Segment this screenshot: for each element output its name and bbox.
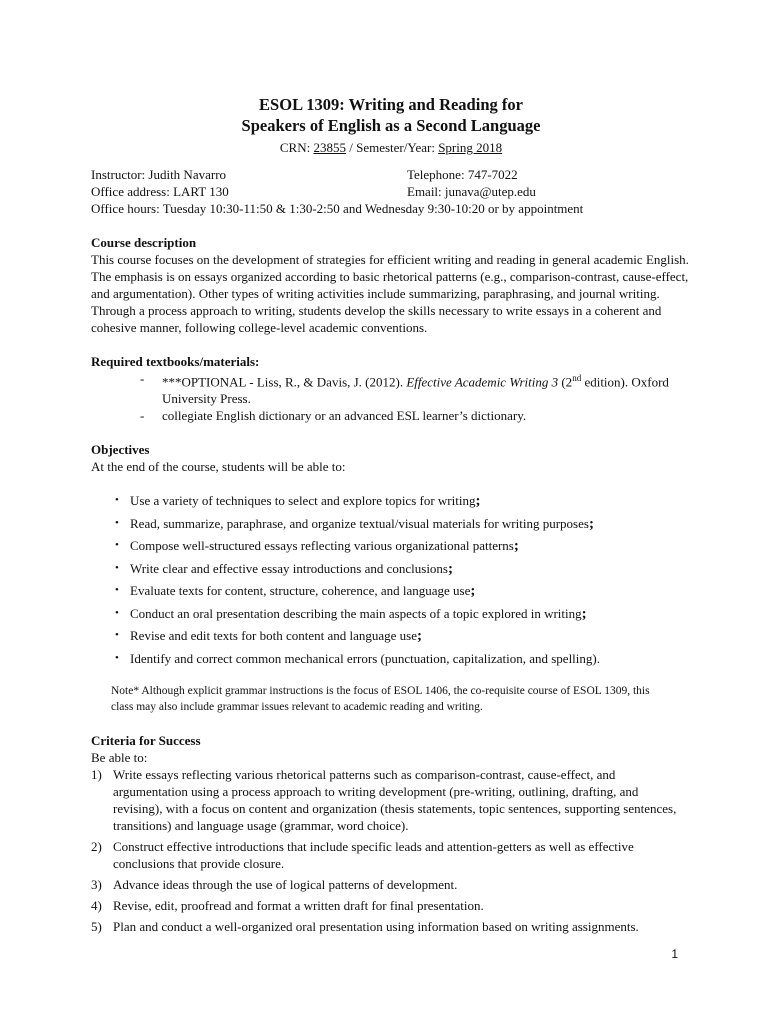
bullet-marker: •	[115, 606, 119, 619]
objective-item	[91, 492, 691, 510]
criteria-number: 4)	[91, 897, 102, 913]
objective-item	[91, 560, 691, 578]
grammar-note: Note* Although explicit grammar instructions is the focus of ESOL 1406, the co-requisite course of ESOL 1309, this class may also include grammar issues relevant to academic reading and writing.	[111, 684, 650, 713]
textbooks-list	[91, 370, 691, 424]
crn-line	[91, 139, 691, 156]
objective-item	[91, 650, 691, 667]
dash-marker: -	[140, 371, 145, 386]
course-title	[91, 94, 691, 136]
bullet-marker: •	[115, 494, 119, 507]
criteria-number: 1)	[91, 766, 102, 782]
criteria-item	[91, 838, 691, 872]
semicolon: ;	[588, 515, 594, 532]
textbook-edition-open: (2	[558, 374, 573, 390]
objectives-intro: At the end of the course, students will be able to:	[91, 459, 346, 475]
criteria-item	[91, 918, 691, 935]
bullet-marker: •	[115, 584, 119, 597]
objectives-heading: Objectives	[91, 442, 150, 458]
objective-text: Read, summarize, paraphrase, and organize textual/visual materials for writing purposes	[130, 515, 589, 531]
course-description-heading: Course description	[91, 235, 197, 250]
objective-item	[91, 627, 691, 645]
objective-text: Conduct an oral presentation describing the main aspects of a topic explored in writing	[130, 605, 582, 621]
page-content	[91, 94, 691, 939]
criteria-item	[91, 766, 691, 834]
textbook-title: Effective Academic Writing 3	[406, 374, 559, 390]
course-title-line-2: Speakers of English as a Second Language	[241, 116, 541, 135]
objective-text: Write clear and effective essay introductions and conclusions	[130, 560, 448, 576]
textbooks-heading: Required textbooks/materials:	[91, 354, 260, 369]
textbook-item-1-suffix: edition). Oxford University Press.	[162, 374, 669, 407]
criteria-item	[91, 876, 691, 893]
course-description-body: This course focuses on the development of strategies for efficient writing and reading in general academic English. The emphasis is on essays organized according to basic rhetorical patterns (e.g., comparison-contrast, cause-effect, and argumentation). Other types of writing activities include summarizing, paraphrasing, and journal writing. Through a process approach to writing, students develop the skills necessary to write essays in a coherent and cohesive manner, following college-level academic conventions.	[91, 252, 689, 335]
criteria-list	[91, 766, 691, 935]
semester-label: / Semester/Year:	[345, 140, 439, 155]
dash-marker: -	[140, 408, 145, 424]
semicolon: ;	[448, 560, 453, 577]
criteria-text: Construct effective introductions that include specific leads and attention-getters as well as effective conclusions that provide closure.	[113, 838, 634, 871]
criteria-intro: Be able to:	[91, 749, 148, 765]
instructor-info	[91, 166, 691, 217]
semicolon: ;	[581, 605, 587, 622]
objective-item	[91, 515, 691, 533]
objective-text: Revise and edit texts for both content and language use	[130, 628, 418, 644]
criteria-number: 2)	[91, 838, 102, 854]
textbook-item	[91, 370, 691, 407]
bullet-marker: •	[115, 516, 119, 529]
semester-value: Spring 2018	[438, 140, 503, 155]
criteria-text: Revise, edit, proofread and format a written draft for final presentation.	[113, 897, 484, 913]
objective-text: Compose well-structured essays reflecting various organizational patterns	[130, 538, 514, 554]
office-address: Office address: LART 130	[91, 184, 229, 199]
textbook-edition-sup: nd	[572, 373, 582, 383]
textbook-item	[91, 407, 691, 424]
objectives-list	[91, 492, 691, 667]
office-hours: Office hours: Tuesday 10:30-11:50 & 1:30-2:50 and Wednesday 9:30-10:20 or by appointment	[91, 201, 584, 216]
bullet-marker: •	[115, 561, 119, 574]
criteria-text: Plan and conduct a well-organized oral presentation using information based on writing assignments.	[113, 918, 639, 934]
bullet-marker: •	[115, 651, 119, 664]
objective-item	[91, 605, 691, 623]
bullet-marker: •	[115, 629, 119, 642]
email: Email: junava@utep.edu	[407, 184, 536, 199]
crn-label: CRN:	[279, 140, 314, 155]
objective-item	[91, 582, 691, 600]
objective-item	[91, 537, 691, 555]
semicolon: ;	[513, 538, 519, 555]
semicolon: ;	[417, 628, 423, 645]
instructor-name: Instructor: Judith Navarro	[91, 167, 227, 182]
objective-text: Identify and correct common mechanical errors (punctuation, capitalization, and spelling).	[130, 650, 600, 666]
page-number: 1	[671, 947, 678, 961]
course-title-line-1: ESOL 1309: Writing and Reading for	[259, 95, 523, 114]
criteria-heading: Criteria for Success	[91, 732, 201, 748]
textbook-item-2: collegiate English dictionary or an advanced ESL learner’s dictionary.	[162, 408, 527, 424]
criteria-item	[91, 897, 691, 914]
bullet-marker: •	[115, 539, 119, 552]
semicolon: ;	[470, 583, 476, 600]
telephone: Telephone: 747-7022	[407, 167, 518, 182]
objective-text: Use a variety of techniques to select and explore topics for writing	[130, 493, 476, 509]
criteria-text: Advance ideas through the use of logical patterns of development.	[113, 876, 458, 892]
crn-value: 23855	[313, 140, 346, 155]
criteria-number: 5)	[91, 918, 102, 934]
criteria-text: Write essays reflecting various rhetorical patterns such as comparison-contrast, cause-effect, and argumentation using a process approach to writing development (pre-writing, outlining, drafting, and revising), with a focus on content and organization (thesis statements, topic sentences, supporting sentences, transitions) and language usage (grammar, word choice).	[113, 766, 677, 833]
objective-text: Evaluate texts for content, structure, coherence, and language use	[130, 583, 471, 599]
textbook-item-1-prefix: ***OPTIONAL - Liss, R., & Davis, J. (2012).	[162, 374, 407, 390]
semicolon: ;	[475, 493, 481, 510]
criteria-number: 3)	[91, 876, 102, 892]
